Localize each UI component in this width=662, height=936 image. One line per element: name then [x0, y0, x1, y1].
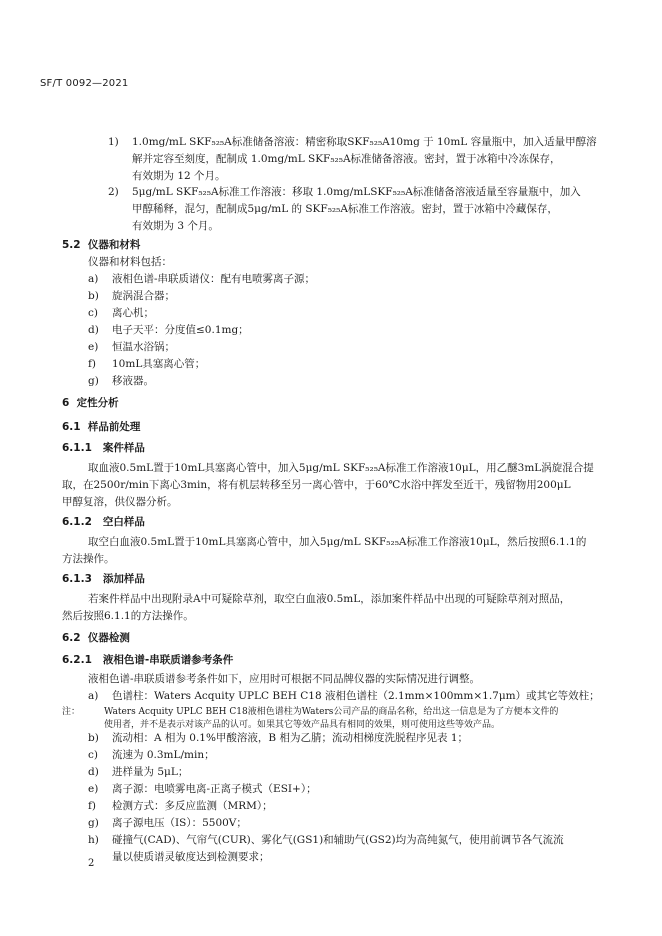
section-heading-6 — [62, 395, 119, 410]
list-marker: d) — [88, 766, 99, 778]
list-item-1 — [132, 134, 612, 185]
list-marker: f) — [88, 800, 96, 812]
list-item: 恒温水浴锅； — [112, 341, 175, 353]
section-heading-6-1-1 — [62, 440, 145, 455]
section-heading-6-1 — [62, 419, 140, 434]
paragraph-6-1-3 — [88, 591, 618, 608]
section-number: 6.2 — [62, 632, 81, 644]
list-item: 离心机； — [112, 307, 154, 319]
list-item — [112, 832, 622, 866]
list-number-1: 1) — [108, 136, 119, 148]
list-item: 10mL具塞离心管； — [112, 358, 206, 370]
section-heading-6-2-1 — [62, 652, 233, 667]
list-item: 流速为 0.3mL/min； — [112, 749, 215, 761]
paragraph: 液相色谱-串联质谱参考条件如下，应用时可根据不同品牌仪器的实际情况进行调整。 — [88, 673, 481, 685]
paragraph: 仪器和材料包括： — [88, 256, 172, 268]
list-item: 色谱柱：Waters Acquity UPLC BEH C18 液相色谱柱（2.1mm×100mm×1.7μm）或其它等效柱； — [112, 690, 600, 702]
list-item: 移液器。 — [112, 375, 154, 387]
list-item-2-line: 甲醇稀释，混匀，配制成5μg/mL 的 SKF₅₂₅A标准工作溶液。密封，置于冰箱中冷藏保存， — [132, 203, 558, 215]
list-marker: b) — [88, 290, 99, 302]
list-item: 电子天平：分度值≤0.1mg； — [112, 324, 249, 336]
list-marker: g) — [88, 817, 99, 829]
section-heading-6-1-2 — [62, 514, 145, 529]
paragraph-line: 然后按照6.1.1的方法操作。 — [62, 610, 194, 622]
list-item-1-line: 1.0mg/mL SKF₅₂₅A标准储备溶液：精密称取SKF₅₂₅A10mg 于 10mL 容量瓶中，加入适量甲醇溶 — [132, 136, 597, 148]
list-item: 旋涡混合器； — [112, 290, 175, 302]
paragraph-6-1-2 — [88, 534, 618, 551]
list-marker: g) — [88, 375, 99, 387]
paragraph-6-1-1 — [88, 460, 618, 477]
list-item: 离子源电压（IS）：5500V； — [112, 817, 247, 829]
paragraph-line: 若案件样品中出现附录A中可疑除草剂，取空白血液0.5mL，添加案件样品中出现的可疑除草剂对照品， — [88, 593, 571, 605]
list-marker: c) — [88, 307, 98, 319]
paragraph-line: 取，在2500r/min下离心3min，将有机层转移至另一离心管中，于60℃水浴中挥发至近干，残留物用200μL — [62, 479, 571, 491]
note-label: 注： — [62, 707, 81, 717]
list-marker: h) — [88, 834, 99, 846]
list-item: 离子源：电喷雾电离-正离子模式（ESI+）； — [112, 783, 317, 795]
note-line: Waters Acquity UPLC BEH C18液相色谱柱为Waters公司产品的商品名称，给出这一信息是为了方便本文件的 — [104, 707, 559, 717]
list-marker: e) — [88, 783, 99, 795]
section-number: 5.2 — [62, 239, 81, 251]
list-item: 液相色谱-串联质谱仪：配有电喷雾离子源； — [112, 273, 316, 285]
section-heading-6-2 — [62, 630, 130, 645]
section-title: 添加样品 — [102, 573, 145, 585]
list-marker: e) — [88, 341, 99, 353]
section-number: 6.2.1 — [62, 654, 92, 666]
document-code-header: SF/T 0092—2021 — [40, 78, 129, 89]
section-title: 案件样品 — [102, 442, 145, 454]
section-title: 样品前处理 — [87, 421, 141, 433]
list-item-1-line: 有效期为 12 个月。 — [132, 170, 226, 182]
paragraph-6-1-1-cont — [62, 477, 618, 511]
section-number: 6.1.3 — [62, 573, 92, 585]
list-marker: f) — [88, 358, 96, 370]
paragraph-line: 取空白血液0.5mL置于10mL具塞离心管中，加入5μg/mL SKF₅₂₅A标准工作溶液10μL，然后按照6.1.1的 — [88, 536, 587, 548]
list-item: 进样量为 5μL； — [112, 766, 189, 778]
note-text — [104, 706, 624, 732]
list-item-line: 量以使质谱灵敏度达到检测要求； — [112, 851, 270, 863]
paragraph-line: 方法操作。 — [62, 553, 115, 565]
list-item-line: 碰撞气(CAD)、气帘气(CUR)、雾化气(GS1)和辅助气(GS2)均为高纯氮气，使用前调节各气流流 — [112, 834, 564, 846]
list-item-2 — [132, 184, 612, 235]
section-number: 6.1.1 — [62, 442, 92, 454]
section-heading-5-2 — [62, 237, 140, 252]
list-item: 流动相：A 相为 0.1%甲酸溶液，B 相为乙腈；流动相梯度洗脱程序见表 1； — [112, 732, 469, 744]
section-title: 定性分析 — [76, 397, 119, 409]
section-heading-6-1-3 — [62, 571, 145, 586]
note-line: 使用者，并不是表示对该产品的认可。如果其它等效产品具有相同的效果，则可使用这些等效产品。 — [104, 720, 501, 730]
list-marker: d) — [88, 324, 99, 336]
list-item-2-line: 5μg/mL SKF₅₂₅A标准工作溶液：移取 1.0mg/mLSKF₅₂₅A标准储备溶液适量至容量瓶中，加入 — [132, 186, 581, 198]
list-item-2-line: 有效期为 3 个月。 — [132, 220, 219, 232]
list-marker: a) — [88, 690, 99, 702]
paragraph-line: 取血液0.5mL置于10mL具塞离心管中，加入5μg/mL SKF₅₂₅A标准工作溶液10μL，用乙醚3mL涡旋混合提 — [88, 462, 594, 474]
list-marker: a) — [88, 273, 99, 285]
section-title: 仪器检测 — [87, 632, 130, 644]
page-number: 2 — [88, 858, 95, 869]
list-marker: c) — [88, 749, 98, 761]
section-title: 仪器和材料 — [87, 239, 141, 251]
section-number: 6.1 — [62, 421, 81, 433]
list-number-2: 2) — [108, 186, 119, 198]
section-title: 空白样品 — [102, 516, 145, 528]
section-number: 6 — [62, 397, 70, 409]
section-title: 液相色谱-串联质谱参考条件 — [102, 654, 234, 666]
section-number: 6.1.2 — [62, 516, 92, 528]
paragraph-line: 甲醇复溶，供仪器分析。 — [62, 496, 178, 508]
list-item-1-line: 解并定容至刻度，配制成 1.0mg/mL SKF₅₂₅A标准储备溶液。密封，置于冰箱中冷冻保存， — [132, 153, 561, 165]
list-marker: b) — [88, 732, 99, 744]
list-item: 检测方式：多反应监测（MRM）； — [112, 800, 273, 812]
